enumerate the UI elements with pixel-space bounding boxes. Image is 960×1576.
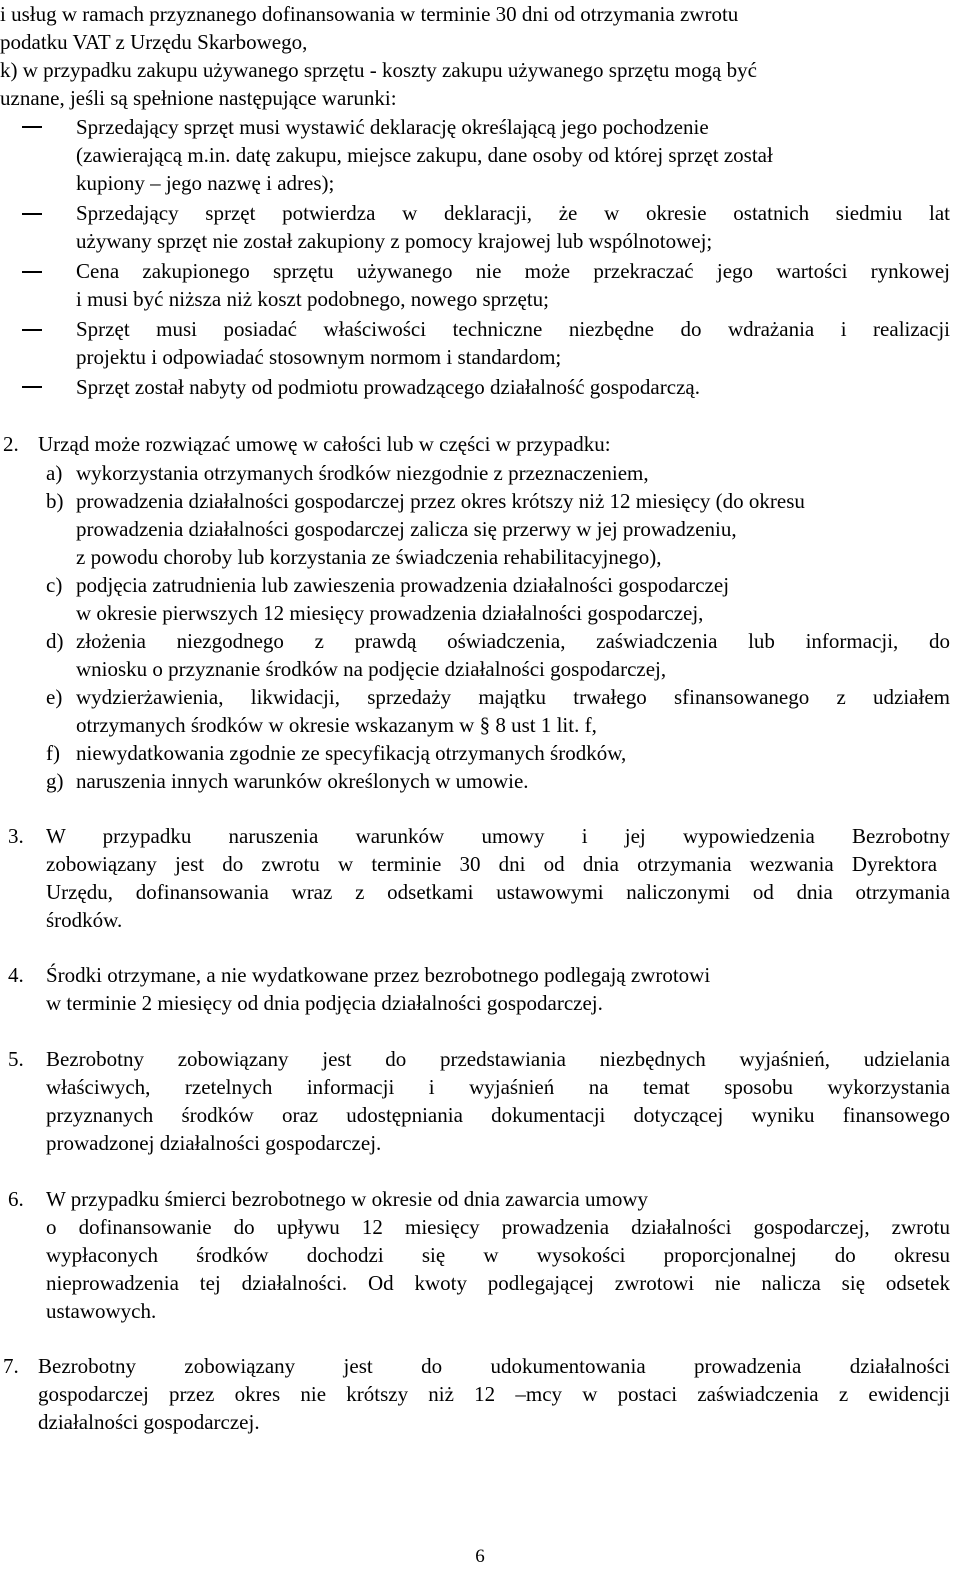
condition-line: Sprzęt został nabyty od podmiotu prowadzącego działalność gospodarczą. <box>76 375 700 399</box>
section-line: Bezrobotny zobowiązany jest do udokumentowania prowadzenia działalności <box>38 1354 950 1378</box>
section-line: nieprowadzenia tej działalności. Od kwoty podlegającej zwrotowi nie nalicza się odsetek <box>46 1271 950 1295</box>
item-line: wykorzystania otrzymanych środków niezgodnie z przeznaczeniem, <box>76 461 649 485</box>
page-number: 6 <box>475 1546 485 1567</box>
intro-line: k) w przypadku zakupu używanego sprzętu - koszty zakupu używanego sprzętu mogą być <box>0 58 757 82</box>
section-number: 5. <box>8 1047 24 1071</box>
item-line: prowadzenia działalności gospodarczej przez okres krótszy niż 12 miesięcy (do okresu <box>76 489 805 513</box>
dash-bullet <box>22 126 42 128</box>
condition-line: Sprzedający sprzęt musi wystawić deklarację określającą jego pochodzenie <box>76 115 709 139</box>
item-line: prowadzenia działalności gospodarczej zalicza się przerwy w jej prowadzeniu, <box>76 517 737 541</box>
dash-bullet <box>22 271 42 273</box>
section-line: prowadzonej działalności gospodarczej. <box>46 1131 382 1155</box>
section-line: działalności gospodarczej. <box>38 1410 260 1434</box>
intro-line: i usług w ramach przyznanego dofinansowania w terminie 30 dni od otrzymania zwrotu <box>0 2 739 26</box>
item-letter: g) <box>46 769 64 793</box>
item-letter: f) <box>46 741 60 765</box>
condition-line: kupiony – jego nazwę i adres); <box>76 171 335 195</box>
condition-line: Cena zakupionego sprzętu używanego nie może przekraczać jego wartości rynkowej <box>76 259 950 283</box>
item-line: wniosku o przyznanie środków na podjęcie działalności gospodarczej, <box>76 657 667 681</box>
condition-line: (zawierającą m.in. datę zakupu, miejsce zakupu, dane osoby od której sprzęt został <box>76 143 773 167</box>
section-line: zobowiązany jest do zwrotu w terminie 30 dni od dnia otrzymania wezwania Dyrektora <box>46 852 938 876</box>
section-heading: Urząd może rozwiązać umowę w całości lub w części w przypadku: <box>38 432 611 456</box>
section-line: przyznanych środków oraz udostępniania dokumentacji dotyczącej wyniku finansowego <box>46 1103 950 1127</box>
section-line: Środki otrzymane, a nie wydatkowane przez bezrobotnego podlegają zwrotowi <box>46 963 711 987</box>
section-number: 4. <box>8 963 24 987</box>
condition-line: Sprzęt musi posiadać właściwości techniczne niezbędne do wdrażania i realizacji <box>76 317 950 341</box>
section-line: w terminie 2 miesięcy od dnia podjęcia działalności gospodarczej. <box>46 991 603 1015</box>
item-letter: d) <box>46 629 64 653</box>
condition-line: i musi być niższa niż koszt podobnego, nowego sprzętu; <box>76 287 549 311</box>
section-line: W przypadku śmierci bezrobotnego w okresie od dnia zawarcia umowy <box>46 1187 648 1211</box>
item-line: wydzierżawienia, likwidacji, sprzedaży majątku trwałego sfinansowanego z udziałem <box>76 685 950 709</box>
condition-line: używany sprzęt nie został zakupiony z pomocy krajowej lub wspólnotowej; <box>76 229 713 253</box>
intro-line: podatku VAT z Urzędu Skarbowego, <box>0 30 308 54</box>
dash-bullet <box>22 213 42 215</box>
item-line: niewydatkowania zgodnie ze specyfikacją otrzymanych środków, <box>76 741 627 765</box>
section-number: 2. <box>3 432 19 456</box>
item-line: z powodu choroby lub korzystania ze świadczenia rehabilitacyjnego), <box>76 545 662 569</box>
section-line: W przypadku naruszenia warunków umowy i jej wypowiedzenia Bezrobotny <box>46 824 950 848</box>
section-line: środków. <box>46 908 123 932</box>
item-letter: a) <box>46 461 63 485</box>
item-letter: b) <box>46 489 64 513</box>
section-number: 7. <box>3 1354 19 1378</box>
dash-bullet <box>22 329 42 331</box>
condition-line: projektu i odpowiadać stosownym normom i standardom; <box>76 345 562 369</box>
section-number: 6. <box>8 1187 24 1211</box>
intro-line: uznane, jeśli są spełnione następujące warunki: <box>0 86 397 110</box>
section-line: wypłaconych środków dochodzi się w wysokości proporcjonalnej do okresu <box>46 1243 950 1267</box>
item-letter: c) <box>46 573 63 597</box>
item-line: złożenia niezgodnego z prawdą oświadczenia, zaświadczenia lub informacji, do <box>76 629 950 653</box>
item-line: w okresie pierwszych 12 miesięcy prowadzenia działalności gospodarczej, <box>76 601 704 625</box>
section-line: gospodarczej przez okres nie krótszy niż 12 –mcy w postaci zaświadczenia z ewidencji <box>38 1382 950 1406</box>
item-letter: e) <box>46 685 63 709</box>
section-line: ustawowych. <box>46 1299 157 1323</box>
section-line: właściwych, rzetelnych informacji i wyjaśnień na temat sposobu wykorzystania <box>46 1075 950 1099</box>
item-line: podjęcia zatrudnienia lub zawieszenia prowadzenia działalności gospodarczej <box>76 573 730 597</box>
dash-bullet <box>22 386 42 388</box>
item-line: otrzymanych środków w okresie wskazanym w § 8 ust 1 lit. f, <box>76 713 597 737</box>
item-line: naruszenia innych warunków określonych w umowie. <box>76 769 529 793</box>
section-line: Bezrobotny zobowiązany jest do przedstawiania niezbędnych wyjaśnień, udzielania <box>46 1047 950 1071</box>
section-line: o dofinansowanie do upływu 12 miesięcy prowadzenia działalności gospodarczej, zwrotu <box>46 1215 950 1239</box>
condition-line: Sprzedający sprzęt potwierdza w deklaracji, że w okresie ostatnich siedmiu lat <box>76 201 950 225</box>
section-line: Urzędu, dofinansowania wraz z odsetkami ustawowymi naliczonymi od dnia otrzymania <box>46 880 950 904</box>
section-number: 3. <box>8 824 24 848</box>
